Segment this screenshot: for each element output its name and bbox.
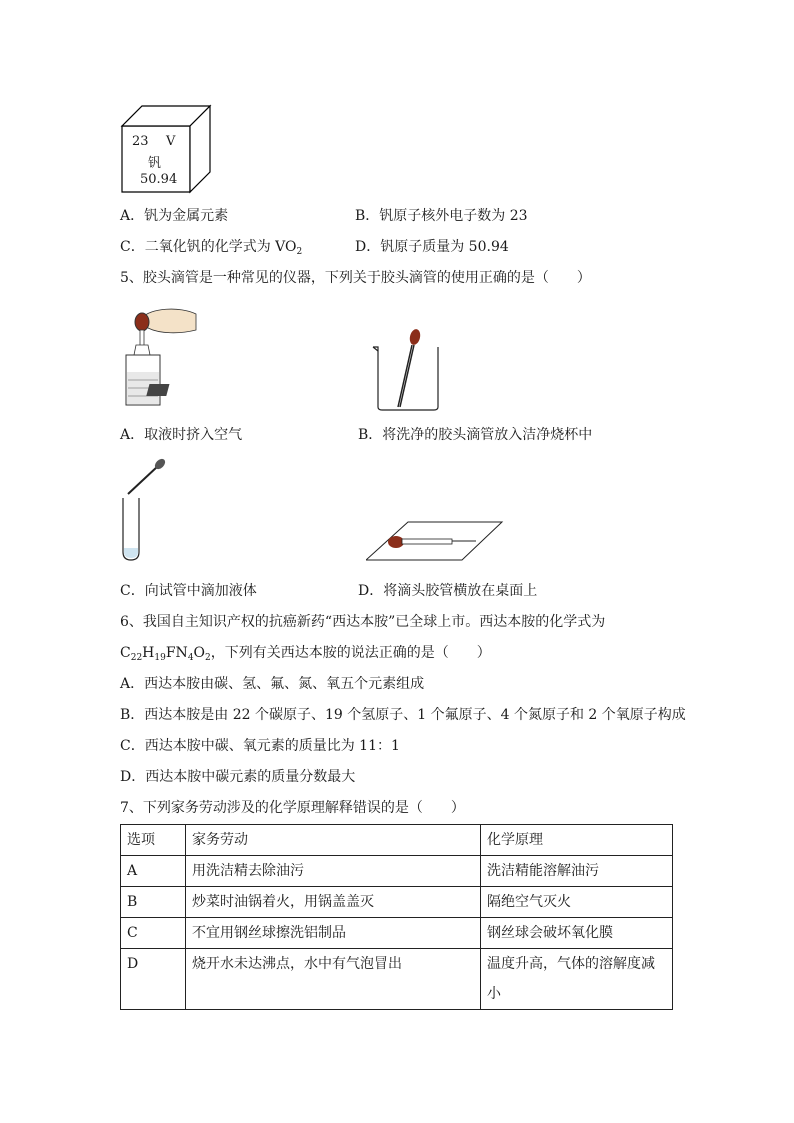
row-chore: 烧开水未达沸点，水中有气泡冒出 [186, 949, 481, 1010]
q6-option-a: A．西达本胺由碳、氢、氟、氮、氧五个元素组成 [120, 676, 425, 692]
element-symbol: V [166, 134, 176, 149]
header-chore: 家务劳动 [186, 825, 481, 856]
header-option: 选项 [121, 825, 186, 856]
table-row [121, 887, 673, 918]
q4-option-a: A．钒为金属元素 [120, 208, 229, 224]
test-tube-dropper-figure [118, 458, 178, 562]
beaker-dropper-figure [370, 325, 450, 415]
dropper-on-table-figure [366, 518, 506, 562]
table-row [121, 918, 673, 949]
element-card [120, 104, 212, 194]
row-option: A [121, 856, 186, 887]
q5-option-d: D．将滴头胶管横放在桌面上 [358, 583, 538, 599]
row-option: D [121, 949, 186, 1010]
q7-stem: 7、下列家务劳动涉及的化学原理解释错误的是（ ） [120, 800, 465, 816]
q5-stem: 5、胶头滴管是一种常见的仪器，下列关于胶头滴管的使用正确的是（ ） [120, 270, 591, 286]
atomic-number: 23 [132, 134, 149, 149]
q5-option-c: C．向试管中滴加液体 [120, 583, 257, 599]
q4-option-d: D．钒原子质量为 50.94 [355, 239, 509, 255]
row-principle: 钢丝球会破坏氧化膜 [481, 918, 673, 949]
q6-formula: $C_{22}H_{19}FN_4O_2$ [120, 645, 211, 663]
atomic-mass: 50.94 [140, 172, 178, 187]
row-chore: 用洗洁精去除油污 [186, 856, 481, 887]
q4-option-c: C．二氧化钒的化学式为 $VO_2$ [120, 239, 303, 257]
row-option: B [121, 887, 186, 918]
row-principle: 温度升高，气体的溶解度减小 [481, 949, 673, 1010]
q6-stem-line1: 6、我国自主知识产权的抗癌新药“西达本胺”已全球上市。西达本胺的化学式为 [120, 614, 606, 630]
q7-table [120, 824, 673, 1010]
row-principle: 隔绝空气灭火 [481, 887, 673, 918]
table-row [121, 949, 673, 1010]
table-row [121, 856, 673, 887]
element-name: 钒 [148, 156, 162, 171]
table-header-row [121, 825, 673, 856]
q5-option-b: B．将洗净的胶头滴管放入洁净烧杯中 [358, 427, 593, 443]
row-chore: 炒菜时油锅着火，用锅盖盖灭 [186, 887, 481, 918]
q6-option-b: B．西达本胺是由 22 个碳原子、19 个氢原子、1 个氟原子、4 个氮原子和 2 个氧原子构成 [120, 707, 686, 723]
row-principle: 洗洁精能溶解油污 [481, 856, 673, 887]
q4-option-b: B．钒原子核外电子数为 23 [355, 208, 528, 224]
row-chore: 不宜用钢丝球擦洗铝制品 [186, 918, 481, 949]
q6-option-c: C．西达本胺中碳、氧元素的质量比为 11：1 [120, 738, 400, 754]
row-option: C [121, 918, 186, 949]
q6-option-d: D．西达本胺中碳元素的质量分数最大 [120, 769, 356, 785]
dropper-air-figure [120, 300, 200, 410]
header-principle: 化学原理 [481, 825, 673, 856]
q6-stem-line2: $C_{22}H_{19}FN_4O_2$，下列有关西达本胺的说法正确的是（ ） [120, 645, 491, 663]
q5-option-a: A．取液时挤入空气 [120, 427, 243, 443]
